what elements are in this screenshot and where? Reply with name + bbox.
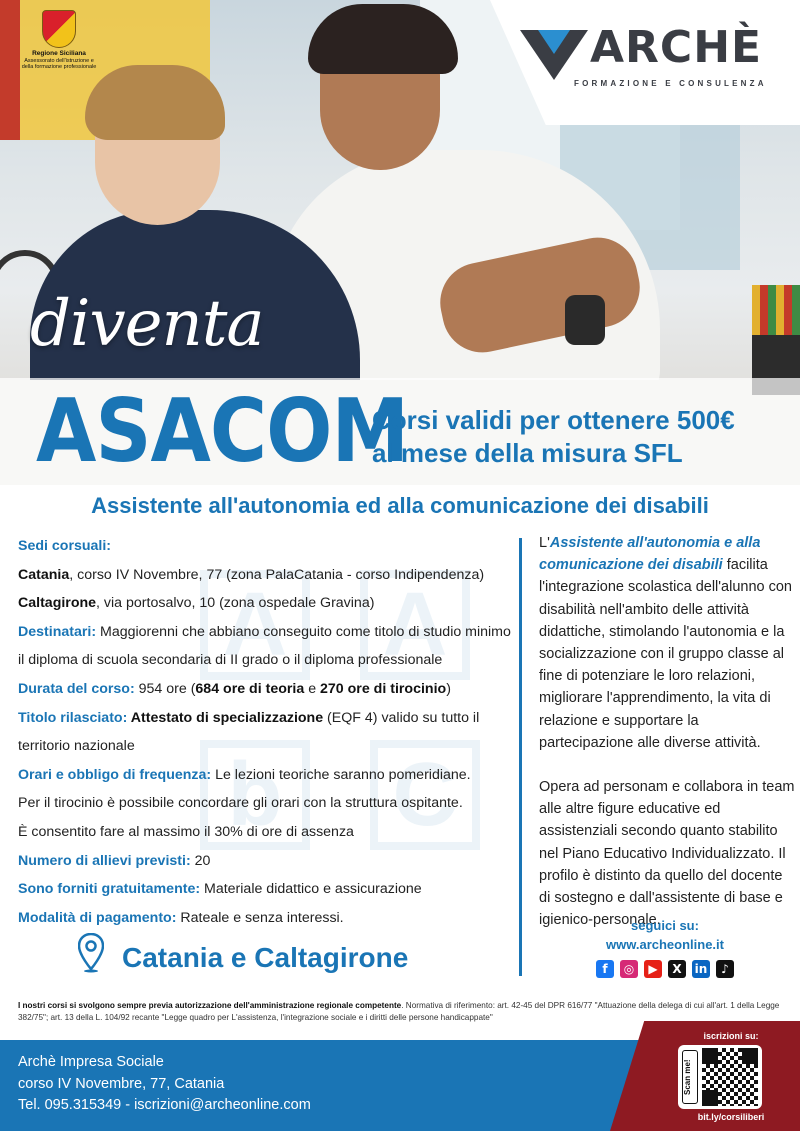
headline-claim xyxy=(372,404,792,469)
sedi-label: Sedi corsuali: xyxy=(18,538,112,554)
region-sicily-badge xyxy=(18,10,100,71)
destinatari: Destinatari: Maggiorenni che abbiano conseguito come titolo di studio minimo il diploma di scuola secondaria di II grado o il diploma professionale xyxy=(18,623,511,669)
region-subtitle: Assessorato dell'istruzione e della formazione professionale xyxy=(21,57,97,71)
x-icon[interactable]: X xyxy=(668,960,686,978)
logo-name: ARCHÈ xyxy=(590,22,763,73)
description-paragraph-1: L'Assistente all'autonomia e alla comunicazione dei disabili facilita l'integrazione scolastica dell'alunno con disabilità nell'ambito delle attività didattiche, stimolando l'autonomia e la socializzazione con il gruppo classe al fine di potenziare le loro relazioni, migliorare l'apprendimento, la vita di relazione e supportare la partecipazione alle diverse attività. xyxy=(539,535,792,751)
headline-main: ASACOM xyxy=(36,381,409,483)
location-cities: Catania e Caltagirone xyxy=(122,942,409,973)
claim-line-1: Corsi validi per ottenere 500€ xyxy=(372,405,735,435)
footer-contacts xyxy=(18,1052,311,1117)
signup-label: iscrizioni su: xyxy=(703,1031,759,1041)
facebook-icon[interactable]: f xyxy=(596,960,614,978)
logo-tagline: FORMAZIONE E CONSULENZA xyxy=(574,79,767,88)
linkedin-icon[interactable]: in xyxy=(692,960,710,978)
footer-org: Archè Impresa Sociale xyxy=(18,1054,164,1070)
sede-catania: Catania, corso IV Novembre, 77 (zona PalaCatania - corso Indipendenza) xyxy=(18,566,485,583)
durata: Durata del corso: 954 ore (684 ore di teoria e 270 ore di tirocinio) xyxy=(18,680,451,697)
sede-caltagirone: Caltagirone, via portosalvo, 10 (zona ospedale Gravina) xyxy=(18,595,375,612)
qr-code-icon[interactable] xyxy=(702,1048,758,1106)
youtube-icon[interactable]: ▶ xyxy=(644,960,662,978)
course-details xyxy=(18,532,518,932)
footer-contact[interactable]: Tel. 095.315349 - iscrizioni@archeonline.com xyxy=(18,1097,311,1113)
orari-assenze: È consentito fare al massimo il 30% di ore di assenza xyxy=(18,823,354,840)
profile-description xyxy=(539,532,795,931)
pagamento: Modalità di pagamento: Rateale e senza interessi. xyxy=(18,909,344,926)
claim-line-2: al mese della misura SFL xyxy=(372,437,683,468)
description-paragraph-2: Opera ad personam e collabora in team alle altre figure educative ed assistenziali secondo quanto stabilito nel Piano Educativo Individualizzato. Il profilo è distinto da quello del docente di sostegno e dall'assistente di base e igienico-personale. xyxy=(539,779,795,929)
region-title: Regione Siciliana xyxy=(32,50,86,57)
location-pin-icon xyxy=(78,933,104,973)
scan-me-label: Scan me! xyxy=(682,1050,698,1104)
follow-label: seguici su: xyxy=(631,918,699,933)
titolo: Titolo rilasciato: Attestato di specializzazione (EQF 4) valido su tutto il territorio nazionale xyxy=(18,709,480,755)
social-icons xyxy=(560,960,770,978)
legal-notice: I nostri corsi si svolgono sempre previa autorizzazione dell'amministrazione regionale competente. Normativa di riferimento: art. 42-45 del DPR 616/77 "Attuazione della delega di cui all'art. 1 della Legge 382/75"; art. 13 della L. 104/92 recante "Legge quadro per L'assistenza, l'integrazione sociale e i diritti delle persone handicappate" xyxy=(18,1001,780,1022)
abc-blocks-watermark: A A b C xyxy=(200,570,520,880)
orari: Orari e obbligo di frequenza: Le lezioni teoriche saranno pomeridiane. xyxy=(18,766,471,783)
headline-script: diventa xyxy=(30,287,264,361)
column-divider xyxy=(519,538,522,976)
orari-tirocinio: Per il tirocinio è possibile concordare gli orari con la struttura ospitante. xyxy=(18,795,463,812)
allievi: Numero di allievi previsti: 20 xyxy=(18,852,211,869)
footer-address: corso IV Novembre, 77, Catania xyxy=(18,1075,225,1092)
gratuiti: Sono forniti gratuitamente: Materiale didattico e assicurazione xyxy=(18,881,422,898)
social-section xyxy=(560,918,770,978)
tiktok-icon[interactable]: ♪ xyxy=(716,960,734,978)
instagram-icon[interactable]: ◎ xyxy=(620,960,638,978)
sicily-crest-icon xyxy=(42,10,76,48)
course-subtitle: Assistente all'autonomia ed alla comunicazione dei disabili xyxy=(91,493,709,518)
short-link[interactable]: bit.ly/corsiliberi xyxy=(697,1112,765,1122)
website-link[interactable]: www.archeonline.it xyxy=(606,937,724,952)
